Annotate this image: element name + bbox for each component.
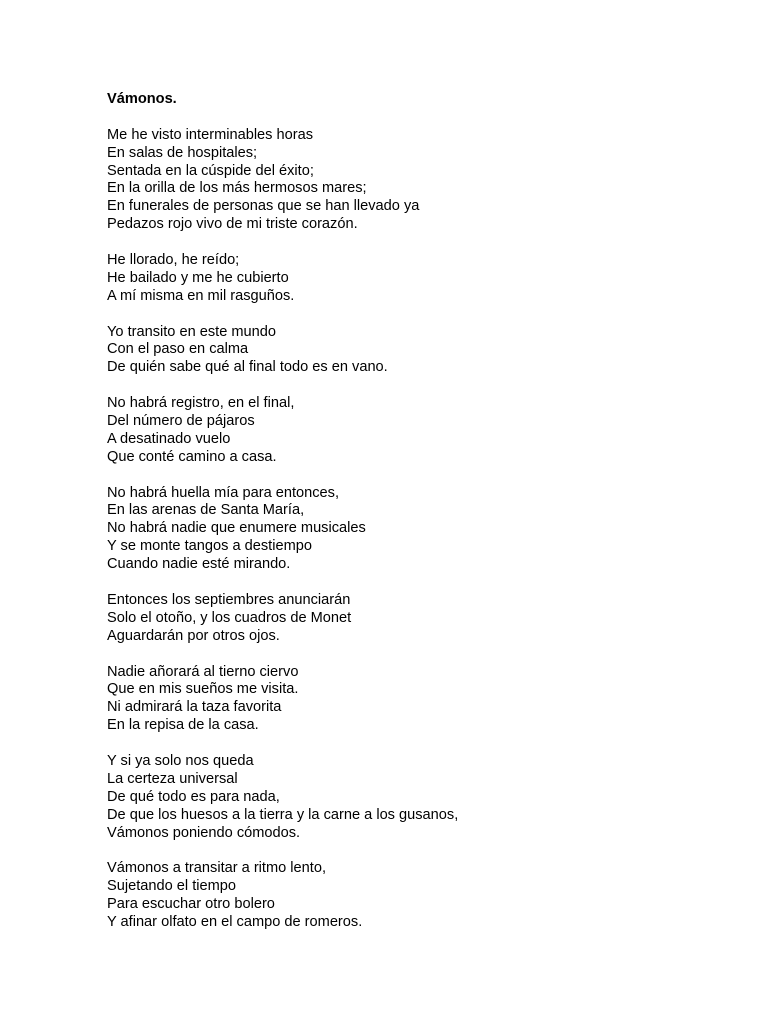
poem-title: Vámonos. (107, 91, 177, 107)
poem-line: Vámonos a transitar a ritmo lento, (107, 860, 327, 877)
stanza (107, 127, 727, 234)
poem-line: Y si ya solo nos queda (107, 752, 254, 769)
poem-line: Me he visto interminables horas (107, 126, 314, 143)
poem-line: No habrá registro, en el final, (107, 395, 295, 412)
stanza (107, 592, 727, 646)
poem-line: Y se monte tangos a destiempo (107, 538, 312, 555)
poem-line: Vámonos poniendo cómodos. (107, 824, 301, 841)
poem-line: Del número de pájaros (107, 413, 255, 430)
poem-line: Y afinar olfato en el campo de romeros. (107, 913, 363, 930)
poem-line: Para escuchar otro bolero (107, 896, 275, 913)
stanza (107, 860, 727, 932)
poem-line: En la orilla de los más hermosos mares; (107, 180, 367, 197)
poem-line: La certeza universal (107, 770, 238, 787)
poem-line: No habrá nadie que enumere musicales (107, 520, 366, 537)
poem-line: Sujetando el tiempo (107, 878, 236, 895)
poem-line: En la repisa de la casa. (107, 717, 259, 734)
poem-line: En funerales de personas que se han llevado ya (107, 198, 420, 215)
poem-line: En las arenas de Santa María, (107, 502, 305, 519)
poem-page (107, 91, 727, 950)
stanza (107, 753, 727, 842)
poem-body (107, 127, 727, 932)
poem-line: Pedazos rojo vivo de mi triste corazón. (107, 216, 358, 233)
stanza (107, 252, 727, 306)
poem-line: A desatinado vuelo (107, 430, 231, 447)
poem-line: Con el paso en calma (107, 341, 249, 358)
poem-line: Aguardarán por otros ojos. (107, 627, 280, 644)
stanza (107, 664, 727, 736)
poem-line: Ni admirará la taza favorita (107, 699, 282, 716)
poem-line: Que en mis sueños me visita. (107, 681, 299, 698)
poem-line: Solo el otoño, y los cuadros de Monet (107, 609, 352, 626)
poem-line: He llorado, he reído; (107, 252, 240, 269)
stanza (107, 395, 727, 467)
poem-line: Yo transito en este mundo (107, 323, 277, 340)
poem-line: He bailado y me he cubierto (107, 269, 289, 286)
poem-line: De qué todo es para nada, (107, 788, 280, 805)
poem-line: Sentada en la cúspide del éxito; (107, 162, 314, 179)
stanza (107, 324, 727, 378)
poem-line: Cuando nadie esté mirando. (107, 556, 291, 573)
poem-line: Que conté camino a casa. (107, 448, 277, 465)
poem-line: Nadie añorará al tierno ciervo (107, 663, 299, 680)
stanza (107, 485, 727, 574)
poem-line: Entonces los septiembres anunciarán (107, 591, 351, 608)
poem-line: De que los huesos a la tierra y la carne a los gusanos, (107, 806, 459, 823)
poem-line: De quién sabe qué al final todo es en vano. (107, 359, 388, 376)
poem-line: En salas de hospitales; (107, 144, 258, 161)
poem-line: A mí misma en mil rasguños. (107, 287, 295, 304)
poem-line: No habrá huella mía para entonces, (107, 484, 340, 501)
